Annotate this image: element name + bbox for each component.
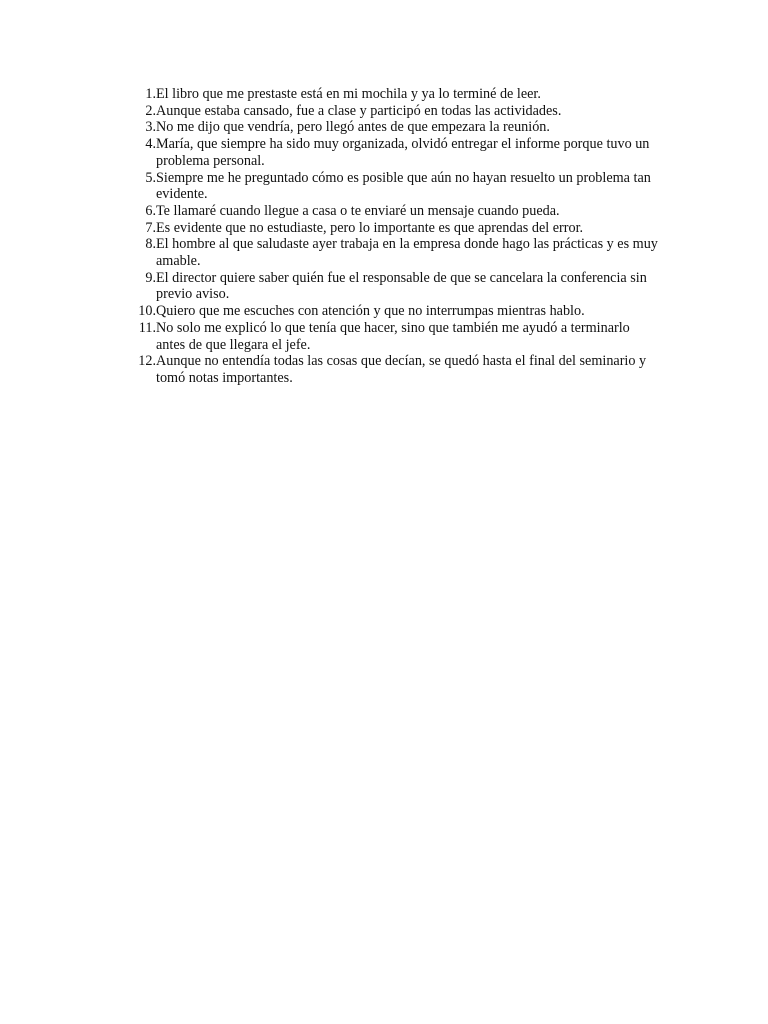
list-item	[128, 270, 658, 303]
list-item	[128, 119, 658, 136]
item-number: 4.	[145, 136, 156, 153]
item-number: 10.	[138, 303, 156, 320]
list-item	[128, 136, 658, 169]
item-number: 7.	[145, 219, 156, 236]
list-item	[128, 303, 658, 320]
list-item	[128, 353, 658, 386]
item-number: 1.	[145, 86, 156, 102]
item-text: Aunque estaba cansado, fue a clase y participó en todas las actividades.	[156, 102, 562, 119]
item-text: Es evidente que no estudiaste, pero lo importante es que aprendas del error.	[156, 219, 584, 236]
list-item	[128, 320, 658, 353]
item-number: 3.	[145, 119, 156, 136]
item-number: 2.	[145, 102, 156, 119]
item-number: 8.	[145, 236, 156, 253]
item-number: 6.	[145, 202, 156, 219]
item-number: 9.	[145, 269, 156, 286]
item-text: El director quiere saber quién fue el responsable de que se cancelara la conferencia sin previo aviso.	[156, 269, 647, 303]
item-text: Quiero que me escuches con atención y que no interrumpas mientras hablo.	[156, 303, 585, 320]
item-text: El hombre al que saludaste ayer trabaja en la empresa donde hago las prácticas y es muy amable.	[156, 236, 658, 270]
item-text: No me dijo que vendría, pero llegó antes de que empezara la reunión.	[156, 119, 550, 136]
list-item	[128, 203, 658, 220]
item-text: María, que siempre ha sido muy organizada, olvidó entregar el informe porque tuvo un problema personal.	[156, 136, 650, 169]
item-number: 5.	[145, 169, 156, 186]
item-text: El libro que me prestaste está en mi mochila y ya lo terminé de leer.	[156, 86, 541, 102]
item-text: Siempre me he preguntado cómo es posible que aún no hayan resuelto un problema tan evidente.	[156, 169, 651, 203]
item-number: 12.	[138, 353, 156, 370]
item-text: Aunque no entendía todas las cosas que decían, se quedó hasta el final del seminario y tomó notas importantes.	[156, 353, 647, 386]
list-item	[128, 103, 658, 120]
list-item	[128, 220, 658, 237]
list-item	[128, 236, 658, 269]
item-number: 11.	[138, 319, 156, 336]
sentence-list	[128, 86, 658, 387]
item-text: No solo me explicó lo que tenía que hacer, sino que también me ayudó a terminarlo antes de que llegara el jefe.	[156, 319, 630, 353]
list-item	[128, 86, 658, 103]
list-item	[128, 170, 658, 203]
item-text: Te llamaré cuando llegue a casa o te enviaré un mensaje cuando pueda.	[156, 202, 560, 219]
